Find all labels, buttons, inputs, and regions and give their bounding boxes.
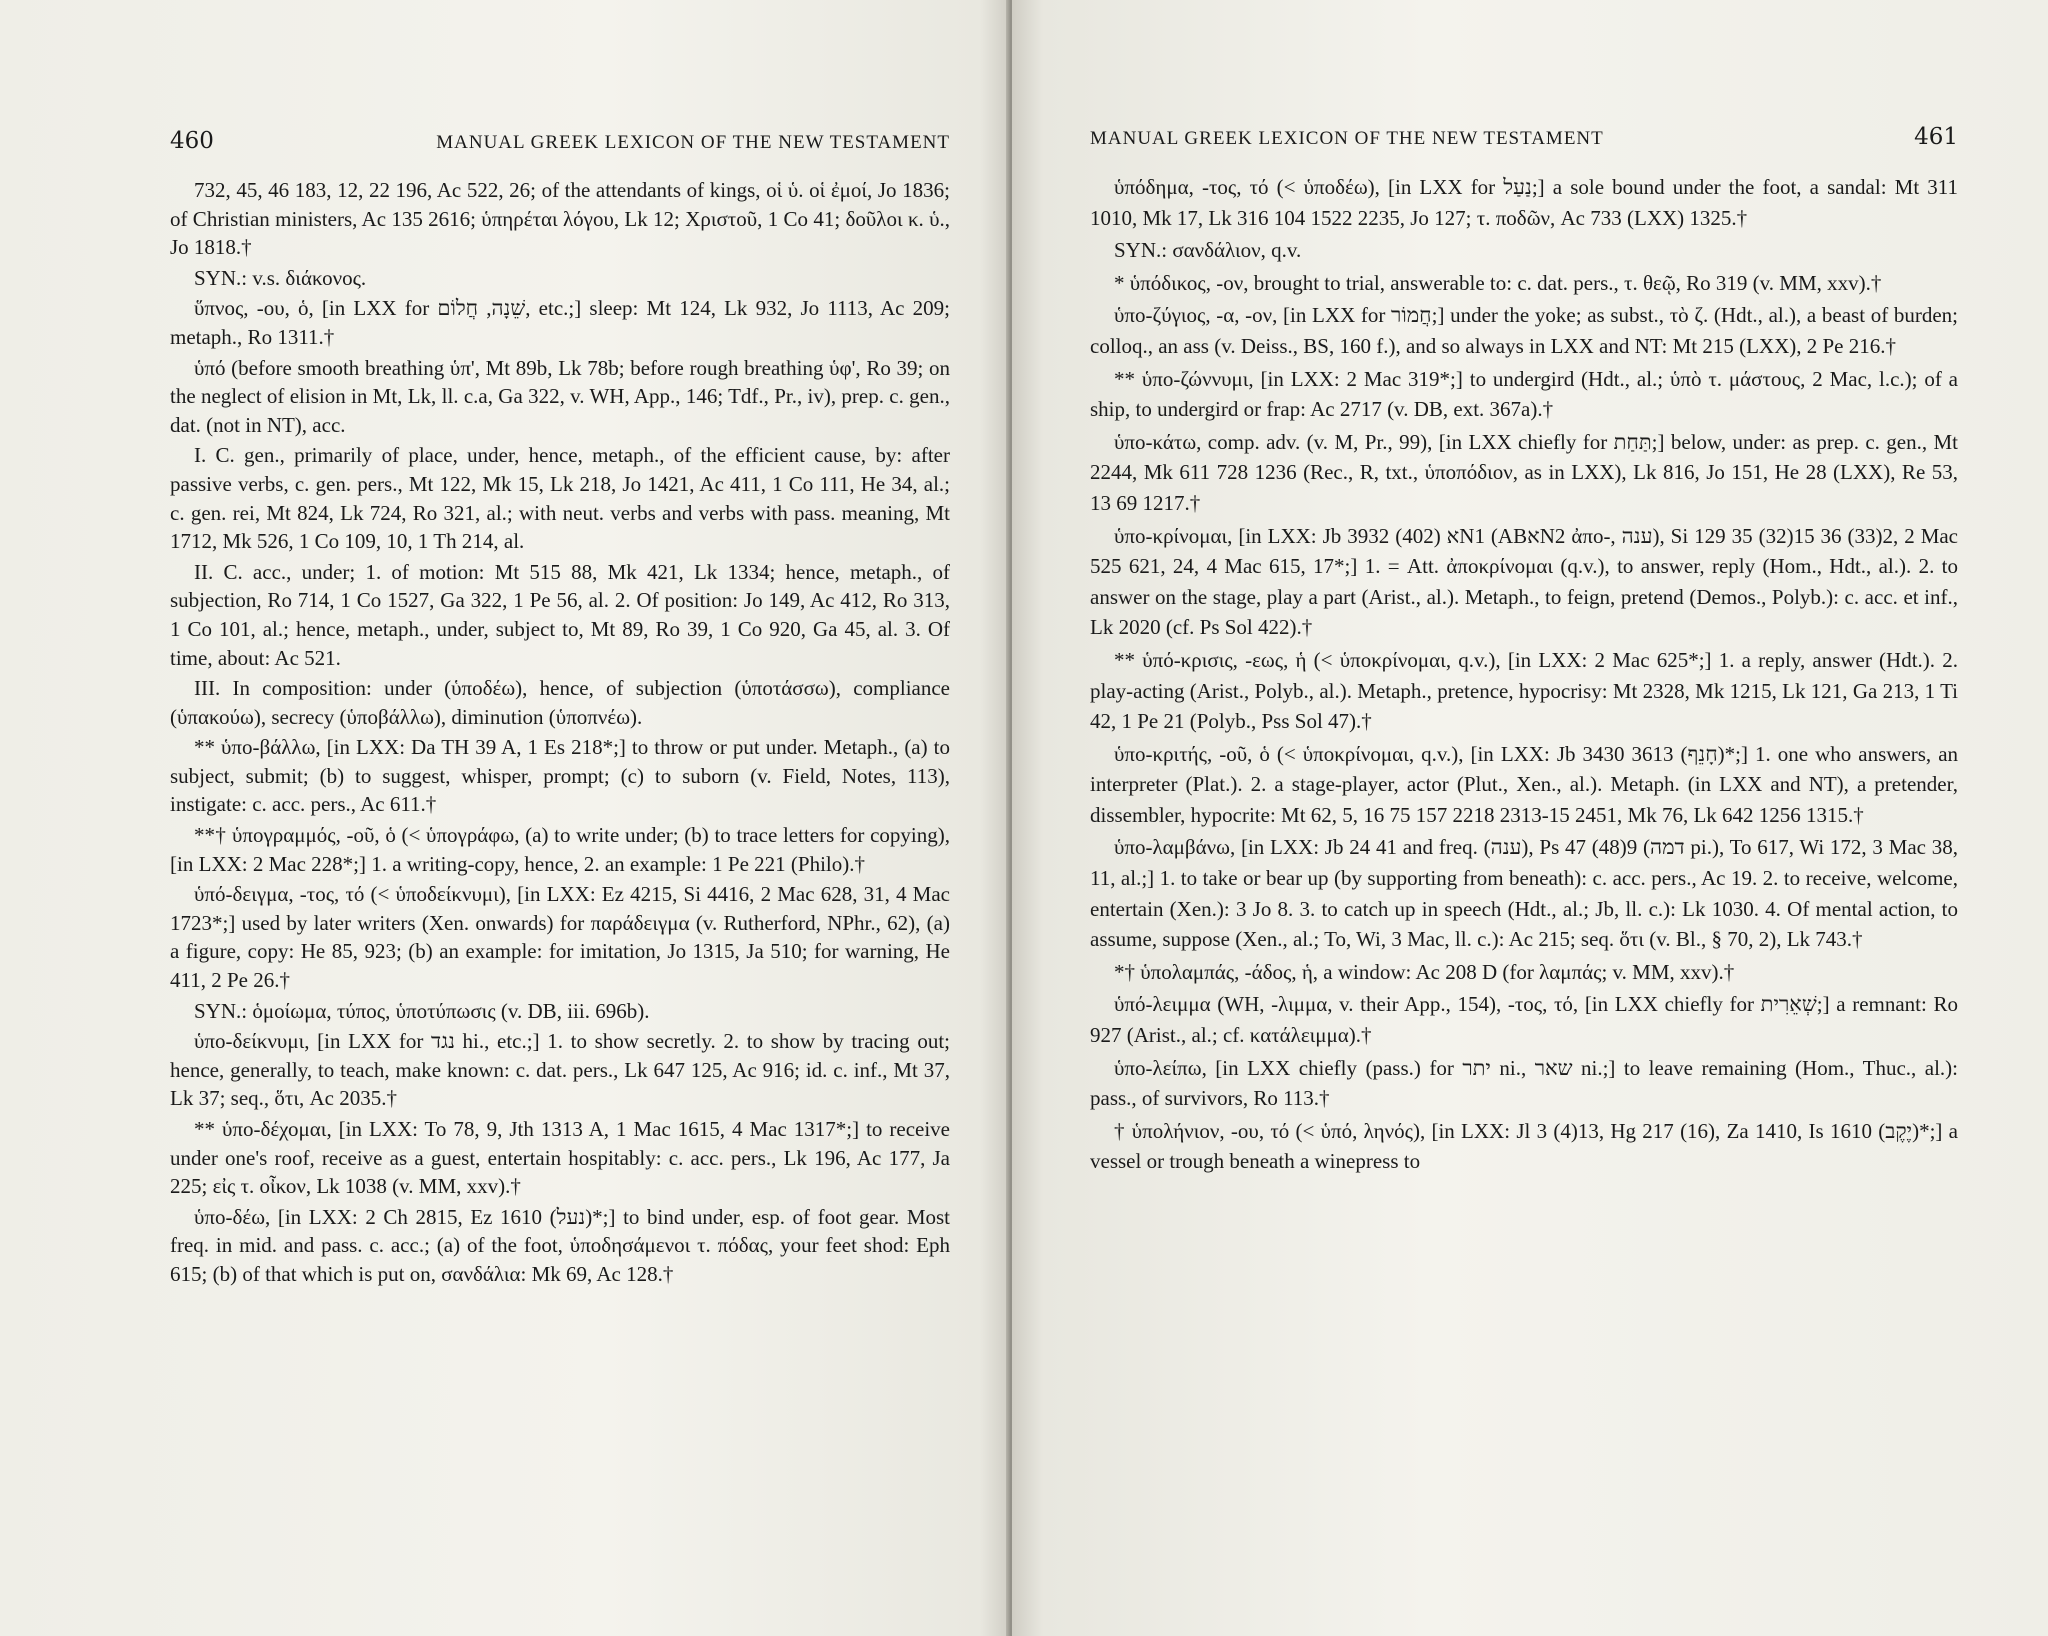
entry-paragraph: SYN.: σανδάλιον, q.v. — [1114, 238, 1302, 263]
entry-paragraph: ὑπο-κάτω, comp. adv. (v. M, Pr., 99), [in LXX chiefly for תַּחַת;] below, under: as prep. c. gen., Mt 2244, Mk 611 728 1236 (Rec., R, txt., ὑποπόδιον, as in LXX), Lk 816, Jo 151, He 28 (LXX), Re 53, 13 69 1217.† — [1090, 429, 1958, 515]
entry-paragraph: ὑπο-δέω, [in LXX: 2 Ch 2815, Ez 1610 (נעל)*;] to bind under, esp. of foot gear. Most freq. in mid. and pass. c. acc.; (a) of the foot, ὑποδησάμενοι τ. πόδας, your feet shod: Eph 615; (b) of that which is put on, σανδάλια: Mk 69, Ac 128.† — [170, 1204, 951, 1286]
entry-paragraph: ὕπνος, -ου, ὁ, [in LXX for שֵׁנָה, חֲלוֹם, etc.;] sleep: Mt 124, Lk 932, Jo 1113, Ac 209; metaph., Ro 1311.† — [170, 296, 950, 349]
right-page-number: 461 — [1914, 124, 1958, 150]
left-page — [0, 0, 1010, 1636]
entry-paragraph: ὑπο-δείκνυμι, [in LXX for נגד hi., etc.;] 1. to show secretly. 2. to show by tracing out; hence, generally, to teach, make known: c. dat. pers., Lk 647 125, Ac 916; id. c. inf., Mt 37, Lk 37; seq., ὅτι, Ac 2035.† — [170, 1029, 950, 1111]
entry-paragraph: SYN.: v.s. διάκονος. — [194, 265, 367, 290]
entry-paragraph: II. C. acc., under; 1. of motion: Mt 515 88, Mk 421, Lk 1334; hence, metaph., of subjection, Ro 714, 1 Co 1527, Ga 322, 1 Pe 56, al. 2. Of position: Jo 149, Ac 412, Ro 313, 1 Co 101, al.; hence, metaph., under, subject to, Mt 89, Ro 39, 1 Co 920, Ga 45, al. 3. Of time, about: Ac 521. — [170, 559, 950, 670]
entry-paragraph: ὑπό-δειγμα, -τος, τό (< ὑποδείκνυμι), [in LXX: Ez 4215, Si 4416, 2 Mac 628, 31, 4 Mac 1723*;] used by later writers (Xen. onwards) for παράδειγμα (v. Rutherford, NPhr., 62), (a) a figure, copy: He 85, 923; (b) an example: for imitation, Jo 1315, Ja 510; for warning, He 411, 2 Pe 26.† — [170, 882, 950, 993]
right-running-title: MANUAL GREEK LEXICON OF THE NEW TESTAMENT — [1090, 128, 1604, 149]
entry-paragraph: * ὑπόδικος, -ον, brought to trial, answerable to: c. dat. pers., τ. θεῷ, Ro 319 (v. MM, xxv).† — [1114, 270, 1882, 295]
entry-paragraph: ὑπο-κρίνομαι, [in LXX: Jb 3932 (402) אN1 (ABאN2 ἀπο-, ענה), Si 129 35 (32)15 36 (33)2, 2 Mac 525 621, 24, 4 Mac 615, 17*;] 1. = Att. ἀποκρίνομαι (q.v.), to answer, reply (Hom., Hdt., al.). 2. to answer on the stage, play a part (Arist., al.). Metaph., to feign, pretend (Demos., Polyb.): c. acc. et inf., Lk 2020 (cf. Ps Sol 422).† — [1090, 523, 1959, 640]
entry-paragraph: ** ὑπό-κρισις, -εως, ἡ (< ὑποκρίνομαι, q.v.), [in LXX: 2 Mac 625*;] 1. a reply, answer (Hdt.). 2. play-acting (Arist., Polyb., al.). Metaph., pretence, hypocrisy: Mt 2328, Mk 1215, Lk 121, Ga 213, 1 Ti 42, 1 Pe 21 (Polyb., Pss Sol 47).† — [1090, 647, 1958, 734]
entry-paragraph: SYN.: ὁμοίωμα, τύπος, ὑποτύπωσις (v. DB, iii. 696b). — [194, 998, 650, 1023]
entry-paragraph: ὑπό-λειμμα (WH, -λιμμα, v. their App., 154), -τος, τό, [in LXX chiefly for שְׁאֵרִית;] a remnant: Ro 927 (Arist., al.; cf. κατάλειμμα).† — [1090, 992, 1958, 1048]
entry-paragraph: ** ὑπο-δέχομαι, [in LXX: To 78, 9, Jth 1313 A, 1 Mac 1615, 4 Mac 1317*;] to receive under one's roof, receive as a guest, entertain hospitably: c. acc. pers., Lk 196, Ac 177, Ja 225; εἰς τ. οἶκον, Lk 1038 (v. MM, xxv).† — [170, 1117, 950, 1199]
right-entries — [1090, 172, 1958, 1177]
entry-paragraph: **† ὑπογραμμός, -οῦ, ὁ (< ὑπογράφω, (a) to write under; (b) to trace letters for copying), [in LXX: 2 Mac 228*;] 1. a writing-copy, hence, 2. an example: 1 Pe 221 (Philo).† — [170, 823, 950, 876]
entry-paragraph: ὑπόδημα, -τος, τό (< ὑποδέω), [in LXX for נַעַל;] a sole bound under the foot, a sandal: Mt 311 1010, Mk 17, Lk 316 104 1522 2235, Jo 127; τ. ποδῶν, Ac 733 (LXX) 1325.† — [1090, 175, 1958, 230]
entry-paragraph: ** ὑπο-ζώννυμι, [in LXX: 2 Mac 319*;] to undergird (Hdt., al.; ὑπὸ τ. μάστους, 2 Mac, l.c.); of a ship, to undergird or frap: Ac 2717 (v. DB, ext. 367a).† — [1090, 366, 1958, 422]
entry-paragraph: I. C. gen., primarily of place, under, hence, metaph., of the efficient cause, by: after passive verbs, c. gen. pers., Mt 122, Mk 15, Lk 218, Jo 1421, Ac 411, 1 Co 111, He 34, al.; c. gen. rei, Mt 824, Lk 724, Ro 321, al.; with neut. verbs and verbs with pass. meaning, Mt 1712, Mk 526, 1 Co 109, 10, 1 Th 214, al. — [170, 443, 950, 554]
right-running-head — [1090, 124, 1958, 150]
left-page-number: 460 — [170, 128, 214, 154]
entry-paragraph: ὑπο-λαμβάνω, [in LXX: Jb 24 41 and freq. (ענה), Ps 47 (48)9 (דמה pi.), To 617, Wi 172, 3 Mac 38, 11, al.;] 1. to take or bear up (by supporting from beneath): c. acc. pers., Ac 19. 2. to receive, welcome, entertain (Xen.): 3 Jo 8. 3. to catch up in speech (Hdt., al.; Jb, ll. c.): Lk 1030. 4. Of mental action, to assume, suppose (Xen., al.; To, Wi, 3 Mac, ll. c.): Ac 215; seq. ὅτι (v. Bl., § 70, 2), Lk 743.† — [1090, 835, 1959, 952]
left-entries — [170, 176, 950, 1289]
entry-paragraph: *† ὑπολαμπάς, -άδος, ἡ, a window: Ac 208 D (for λαμπάς; v. MM, xxv).† — [1114, 959, 1735, 984]
entry-paragraph: ὑπο-κριτής, -οῦ, ὁ (< ὑποκρίνομαι, q.v.), [in LXX: Jb 3430 3613 (חָנֵף)*;] 1. one who answers, an interpreter (Plat.). 2. a stage-player, actor (Plut., Xen., al.). Metaph. (in LXX and NT), a pretender, dissembler, hypocrite: Mt 62, 5, 16 75 157 2218 2313-15 2451, Mk 76, Lk 642 1256 1315.† — [1090, 741, 1959, 827]
right-page — [1012, 0, 2048, 1636]
entry-paragraph: ὑπο-ζύγιος, -α, -ον, [in LXX for חֲמוֹר;] under the yoke; as subst., τὸ ζ. (Hdt., al.), a beast of burden; colloq., an ass (v. Deiss., BS, 160 f.), and so always in LXX and NT: Mt 215 (LXX), 2 Pe 216.† — [1090, 303, 1958, 358]
entry-paragraph: 732, 45, 46 183, 12, 22 196, Ac 522, 26; of the attendants of kings, οἱ ὑ. οἱ ἐμοί, Jo 1836; of Christian ministers, Ac 135 2616; ὑπηρέται λόγου, Lk 12; Χριστοῦ, 1 Co 41; δοῦλοι κ. ὑ., Jo 1818.† — [170, 178, 950, 260]
entry-paragraph: ** ὑπο-βάλλω, [in LXX: Da TH 39 A, 1 Es 218*;] to throw or put under. Metaph., (a) to subject, submit; (b) to suggest, whisper, prompt; (c) to suborn (v. Field, Notes, 113), instigate: c. acc. pers., Ac 611.† — [170, 735, 950, 817]
entry-paragraph: ὑπό (before smooth breathing ὑπ', Mt 89b, Lk 78b; before rough breathing ὑφ', Ro 39; on the neglect of elision in Mt, Lk, ll. c.a, Ga 322, v. WH, App., 146; Tdf., Pr., iv), prep. c. gen., dat. (not in NT), acc. — [170, 355, 950, 437]
left-running-head — [170, 128, 950, 154]
entry-paragraph: ὑπο-λείπω, [in LXX chiefly (pass.) for יתר ni., שאר ni.;] to leave remaining (Hom., Thuc., al.): pass., of survivors, Ro 113.† — [1090, 1055, 1958, 1111]
entry-paragraph: † ὑπολήνιον, -ου, τό (< ὑπό, ληνός), [in LXX: Jl 3 (4)13, Hg 217 (16), Za 1410, Is 1610 (יֶקֶב)*;] a vessel or trough beneath a winepress to — [1090, 1118, 1958, 1174]
entry-paragraph: III. In composition: under (ὑποδέω), hence, of subjection (ὑποτάσσω), compliance (ὑπακούω), secrecy (ὑποβάλλω), diminution (ὑποπνέω). — [170, 676, 950, 729]
left-running-title: MANUAL GREEK LEXICON OF THE NEW TESTAMENT — [436, 132, 950, 153]
